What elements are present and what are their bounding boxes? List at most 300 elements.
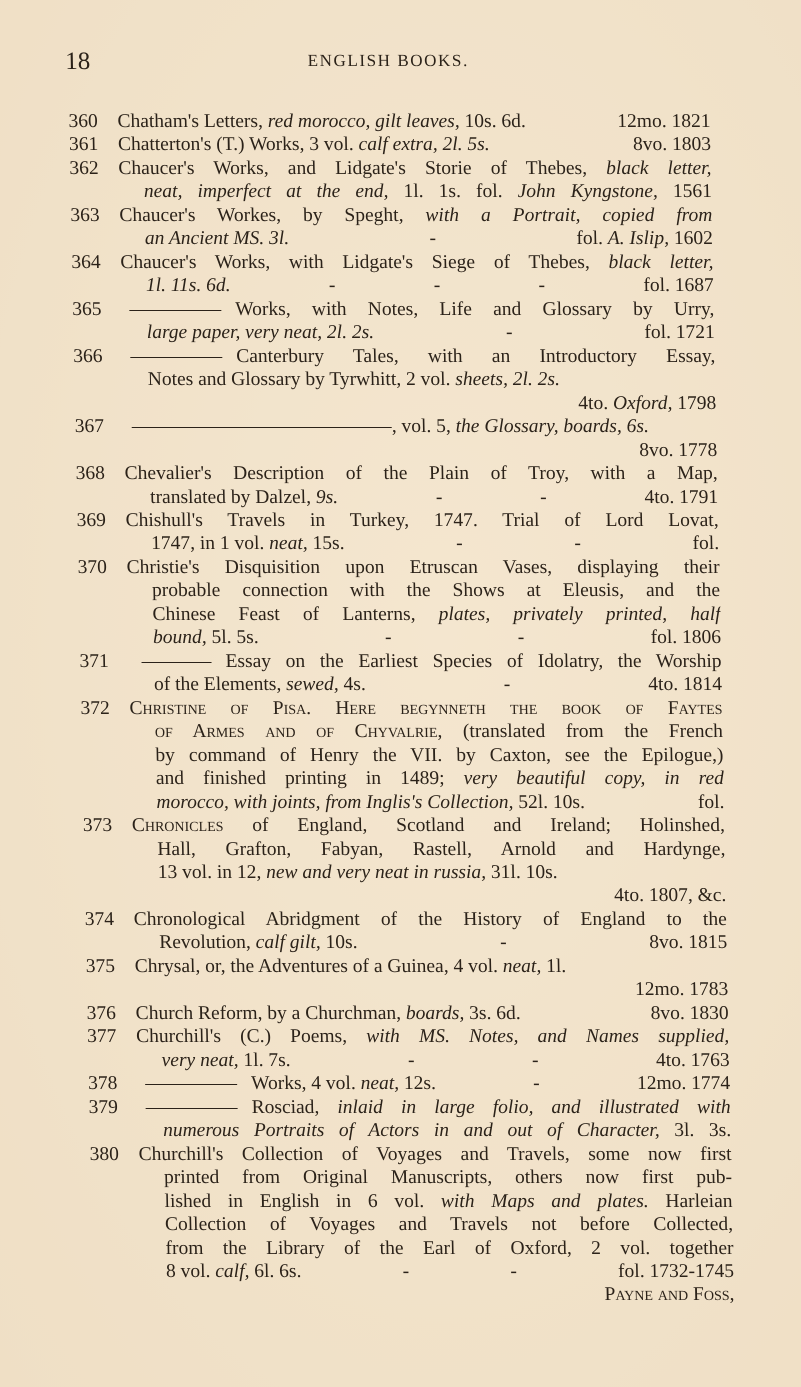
text-group <box>152 579 720 602</box>
text-group <box>148 368 561 391</box>
text-group <box>146 274 231 297</box>
entry-number: 372 <box>80 697 110 719</box>
text-group <box>698 791 725 814</box>
italic-run: red morocco, gilt leaves, <box>267 111 460 132</box>
text-group <box>125 509 718 532</box>
catalog-entry-line <box>87 1025 729 1048</box>
text-group <box>152 603 720 626</box>
text-group <box>129 697 722 720</box>
entry-number: 364 <box>71 251 101 273</box>
line-content <box>119 204 712 227</box>
italic-run: sewed, <box>285 674 339 696</box>
text-group <box>650 626 721 649</box>
text-run: - <box>433 275 441 297</box>
text-run: 15s. <box>307 533 345 555</box>
catalog-entry-line <box>69 157 711 180</box>
text-group <box>656 1049 730 1072</box>
entry-number: 378 <box>87 1073 118 1095</box>
text-run: fol. 1806 <box>650 627 722 649</box>
text-run: lished in English in 6 vol. <box>164 1190 442 1212</box>
text-run: by command of Henry the VII. by Caxton, see the Epilogue,) <box>155 744 724 766</box>
italic-run: bound, <box>152 627 207 649</box>
text-run: Hall, Grafton, Fabyan, Rastell, Arnold and Hardynge, <box>157 838 726 860</box>
text-group <box>648 673 722 696</box>
catalog-continuation-line <box>80 673 722 696</box>
text-group <box>639 439 717 462</box>
catalog-continuation-line <box>82 767 724 790</box>
entry-number: 368 <box>75 463 106 485</box>
text-run: Church Reform, by a Churchman, <box>135 1002 407 1024</box>
text-group <box>165 1237 733 1260</box>
text-run: 10s. 6d. <box>459 111 526 132</box>
leader-dash <box>456 532 463 555</box>
leader-dash <box>436 486 443 509</box>
entry-number: 363 <box>70 204 100 226</box>
text-group <box>251 1072 436 1095</box>
text-run: - <box>539 486 547 508</box>
catalog-entry-line <box>76 509 718 532</box>
text-run: 8vo. 1815 <box>649 932 728 954</box>
catalog-continuation-line <box>86 978 728 1001</box>
catalog-continuation-line <box>70 180 712 203</box>
text-group <box>164 1190 732 1213</box>
text-run: - <box>574 533 582 555</box>
page-number: 18 <box>64 48 91 75</box>
text-group <box>161 1049 290 1072</box>
catalog-continuation-line <box>87 1049 729 1072</box>
entry-number: 360 <box>68 111 98 132</box>
text-group <box>157 838 725 861</box>
catalog-continuation-line <box>74 392 716 415</box>
text-group <box>118 157 711 180</box>
leader-dash <box>574 532 581 555</box>
text-run: 4s. <box>338 674 366 696</box>
catalog-entry-line <box>68 110 710 133</box>
text-group <box>251 1096 730 1119</box>
text-group <box>163 1119 731 1142</box>
text-group <box>604 1283 734 1306</box>
catalog-continuation-line <box>78 603 720 626</box>
italic-run: John Kyngstone, <box>517 181 659 203</box>
italic-run: plates, privately printed, half <box>438 603 721 625</box>
catalog-entry-line <box>77 556 719 579</box>
line-content <box>166 1260 734 1283</box>
text-run: , vol. 5, <box>391 416 456 438</box>
italic-run: sheets, 2l. 2s. <box>455 369 561 391</box>
text-run: 4to. 1763 <box>655 1049 730 1071</box>
text-run: 1l. <box>540 955 567 977</box>
catalog-continuation-line <box>82 791 724 814</box>
line-content <box>163 1119 731 1142</box>
catalog-entry-line <box>79 650 721 673</box>
entry-number: 369 <box>76 509 107 531</box>
catalog-continuation-line <box>84 861 726 884</box>
text-run: 1602 <box>668 228 714 250</box>
catalog-entry-line <box>71 251 713 274</box>
text-run: - <box>517 627 525 649</box>
text-run: 1l. 1s. fol. <box>388 181 518 203</box>
text-run: 12mo. 1821 <box>617 111 711 132</box>
text-run: Chaucer's Works, and Lidgate's Storie of Thebes, <box>118 157 607 179</box>
text-run: - <box>531 1049 539 1071</box>
text-run: Chrysal, or, the Adventures of a Guinea, 4 vol. <box>134 955 503 977</box>
entry-number: 371 <box>79 650 109 672</box>
line-content <box>153 626 721 649</box>
italic-run: an Ancient MS. 3l. <box>144 228 290 250</box>
text-group <box>635 978 729 1001</box>
text-group <box>155 744 723 767</box>
italic-run: neat, <box>268 533 308 555</box>
leader-dash <box>510 1260 517 1283</box>
text-run: fol. <box>697 791 725 813</box>
catalog-continuation-line <box>79 626 721 649</box>
entry-number: 375 <box>85 955 116 977</box>
entry-number: 367 <box>74 416 105 438</box>
leader-dash <box>518 626 525 649</box>
line-content <box>151 532 719 555</box>
text-run: 12mo. 1783 <box>634 979 729 1001</box>
line-content <box>126 556 719 579</box>
ditto-dash <box>145 1084 237 1085</box>
text-run: fol. <box>576 228 608 250</box>
entry-number: 374 <box>84 908 115 930</box>
italic-run: calf, <box>215 1260 250 1282</box>
text-run: Canterbury Tales, with an Introductory Essay, <box>236 345 716 367</box>
italic-run: with MS. Notes, and Names supplied, <box>366 1026 730 1048</box>
leader-dash <box>506 321 513 344</box>
entry-number: 365 <box>72 298 102 320</box>
catalog-continuation-line <box>90 1166 732 1189</box>
catalog-continuation-line <box>76 486 718 509</box>
text-group <box>236 345 715 368</box>
catalog-entry-line <box>69 133 711 156</box>
line-content <box>145 227 713 250</box>
italic-run: black letter, <box>608 251 714 273</box>
catalog-continuation-line <box>72 274 714 297</box>
catalog-continuation-line <box>90 1190 732 1213</box>
text-run: - <box>532 1073 540 1095</box>
text-run: 8vo. 1830 <box>650 1002 729 1024</box>
line-content <box>147 321 715 344</box>
text-group <box>158 861 558 884</box>
catalog-entry-line <box>88 1096 730 1119</box>
text-run: - <box>429 228 437 250</box>
line-content <box>158 884 726 907</box>
small-caps-run: Chronicles <box>131 815 224 837</box>
text-group <box>644 486 718 509</box>
text-run: - <box>402 1260 410 1282</box>
leader-dash <box>533 1072 540 1095</box>
text-run: from the Library of the Earl of Oxford, 2 vol. together <box>165 1237 734 1259</box>
line-content <box>148 368 716 391</box>
italic-run: new and very neat in russia, <box>265 862 487 883</box>
text-group <box>166 1260 302 1283</box>
italic-run: calf extra, 2l. 5s. <box>358 134 490 156</box>
text-run: 3l. 3s. <box>659 1120 732 1142</box>
text-run: Chaucer's Workes, by Speght, <box>119 204 426 226</box>
italic-run: Oxford, <box>612 392 673 414</box>
italic-run: large paper, very neat, 2l. 2s. <box>146 322 375 344</box>
leader-dash <box>433 274 440 297</box>
leader-dash <box>429 227 436 250</box>
italic-run: 1l. 11s. 6d. <box>145 275 231 297</box>
entry-number: 361 <box>68 134 99 156</box>
catalog-continuation-line <box>89 1119 731 1142</box>
line-content <box>157 838 725 861</box>
line-content <box>149 439 717 462</box>
small-caps-run: Christine of Pisa. Here begynneth the book of Faytes <box>129 697 723 719</box>
text-run: Revolution, <box>159 932 256 954</box>
text-group <box>650 1002 728 1025</box>
italic-run: calf gilt, <box>255 932 321 954</box>
text-run: fol. 1732-1745 <box>617 1260 735 1282</box>
text-group <box>159 931 358 954</box>
text-run: 52l. 10s. <box>513 791 586 813</box>
line-content <box>156 791 724 814</box>
text-run: Works, with Notes, Life and Glossary by Urry, <box>235 298 715 320</box>
small-caps-run: Payne and Foss, <box>604 1284 735 1306</box>
leader-dash <box>500 931 507 954</box>
line-content <box>251 1096 730 1119</box>
line-content <box>135 955 728 978</box>
text-run: Notes and Glossary by Tyrwhitt, 2 vol. <box>147 369 456 391</box>
text-run: - <box>538 275 546 297</box>
text-run: Chatham's Letters, <box>117 111 268 132</box>
italic-run: 9s. <box>315 486 339 508</box>
line-content <box>164 1166 732 1189</box>
text-group <box>150 486 338 509</box>
ditto-dash <box>130 357 222 358</box>
text-group <box>156 767 724 790</box>
ditto-dash <box>142 662 212 663</box>
text-run: of the Elements, <box>153 674 287 696</box>
line-content <box>225 650 721 673</box>
text-run: fol. 1687 <box>643 275 715 297</box>
entry-number: 373 <box>82 815 113 837</box>
catalog-entry-line <box>73 345 715 368</box>
catalog-continuation-line <box>83 838 725 861</box>
text-group <box>145 227 290 250</box>
text-run: 5l. 5s. <box>206 627 259 649</box>
line-content <box>152 603 720 626</box>
text-group <box>120 251 713 274</box>
text-group <box>644 321 715 344</box>
catalog-continuation-line <box>81 720 723 743</box>
italic-run: A. Islip, <box>607 228 670 250</box>
entry-number: 370 <box>77 556 108 578</box>
line-content <box>124 462 717 485</box>
catalog-continuation-line <box>71 227 713 250</box>
text-group <box>151 532 345 555</box>
text-group <box>126 556 719 579</box>
entry-number: 366 <box>73 345 103 367</box>
line-content <box>117 110 710 133</box>
italic-run: with Maps and plates. <box>440 1190 649 1212</box>
text-group <box>134 908 727 931</box>
text-run: - <box>503 674 511 696</box>
entry-number: 377 <box>86 1026 117 1048</box>
catalog-entry-line <box>83 814 725 837</box>
catalog-entry-line <box>80 697 722 720</box>
italic-run: very neat, <box>161 1049 239 1071</box>
text-run: Collection of Voyages and Travels not before Collected, <box>164 1214 734 1236</box>
ditto-dash <box>129 310 221 311</box>
text-group <box>235 298 714 321</box>
text-run: Churchill's Collection of Voyages and Travels, some now first <box>138 1143 732 1165</box>
text-run: 4to. 1814 <box>648 674 723 696</box>
leader-dash <box>540 486 547 509</box>
text-run: Chronological Abridgment of the History of England to the <box>133 908 727 930</box>
text-run: Chatterton's (T.) Works, 3 vol. <box>117 134 359 156</box>
catalog-continuation-line <box>85 931 727 954</box>
line-content <box>155 720 723 743</box>
text-run: 1561 <box>657 181 713 203</box>
line-content <box>129 697 722 720</box>
text-run: 12mo. 1774 <box>636 1073 731 1095</box>
catalog-continuation-line <box>92 1260 734 1283</box>
catalog-continuation-line <box>91 1237 733 1260</box>
line-content <box>158 861 726 884</box>
leader-dash <box>385 626 392 649</box>
text-run: - <box>384 627 392 649</box>
text-run: fol. <box>692 533 720 555</box>
entry-number: 376 <box>86 1002 117 1024</box>
text-run: 6l. 6s. <box>249 1260 302 1282</box>
line-content <box>165 1213 733 1236</box>
entry-number: 380 <box>89 1143 120 1165</box>
line-content <box>152 579 720 602</box>
text-group <box>391 415 649 438</box>
line-content <box>135 1002 728 1025</box>
line-content <box>125 509 718 532</box>
text-run: 4to. 1791 <box>644 486 719 508</box>
line-content <box>118 157 711 180</box>
text-run: - <box>505 322 513 344</box>
italic-run: with a Portrait, copied from <box>425 204 713 226</box>
line-content <box>155 744 723 767</box>
catalog-continuation-line <box>78 579 720 602</box>
text-group <box>643 274 714 297</box>
italic-run: the Glossary, boards, 6s. <box>455 416 650 438</box>
leader-dash <box>532 1049 539 1072</box>
text-group <box>117 110 526 133</box>
line-content <box>165 1237 733 1260</box>
catalog-entries <box>68 110 734 1307</box>
text-run: - <box>435 486 443 508</box>
line-content <box>134 908 727 931</box>
text-run: 1798 <box>672 392 717 414</box>
text-run: Rosciad, <box>251 1096 338 1118</box>
line-content <box>154 673 722 696</box>
line-content <box>156 767 724 790</box>
text-group <box>135 1002 520 1025</box>
text-group <box>614 884 727 907</box>
italic-run: inlaid in large folio, and illustrated with <box>337 1096 731 1118</box>
line-content <box>166 1283 734 1306</box>
line-content <box>251 1072 730 1095</box>
text-run: 4to. <box>578 392 614 414</box>
italic-run: black letter, <box>605 157 712 179</box>
text-group <box>576 227 713 250</box>
italic-run: neat, <box>502 955 542 977</box>
line-content <box>235 298 714 321</box>
catalog-continuation-line <box>92 1283 734 1306</box>
entry-number: 379 <box>88 1096 119 1118</box>
catalog-entry-line <box>89 1143 731 1166</box>
text-run: Christie's Disquisition upon Etruscan Vases, displaying their <box>126 556 720 578</box>
text-run: - <box>455 533 463 555</box>
text-group <box>618 1260 734 1283</box>
line-content <box>159 931 727 954</box>
line-content <box>144 180 712 203</box>
leader-dash <box>504 673 511 696</box>
line-content <box>118 133 711 156</box>
text-run: Chevalier's Description of the Plain of Troy, with a Map, <box>124 463 718 485</box>
text-run: 3s. 6d. <box>464 1002 521 1024</box>
catalog-entry-line <box>86 1002 728 1025</box>
line-content <box>160 978 728 1001</box>
text-group <box>578 392 716 415</box>
line-content <box>164 1190 732 1213</box>
text-run: - <box>328 275 336 297</box>
text-group <box>617 110 711 133</box>
line-content <box>120 251 713 274</box>
text-group <box>692 532 719 555</box>
catalog-continuation-line <box>84 884 726 907</box>
text-group <box>138 1143 731 1166</box>
text-run: - <box>407 1049 415 1071</box>
text-group <box>649 931 727 954</box>
catalog-continuation-line <box>75 439 717 462</box>
text-run: 31l. 10s. <box>485 862 558 883</box>
text-run: Harleian <box>648 1190 733 1212</box>
italic-run: neat, imperfect at the end, <box>143 181 389 203</box>
catalog-entry-line <box>88 1072 730 1095</box>
leader-dash <box>329 274 336 297</box>
line-content <box>146 274 714 297</box>
catalog-continuation-line <box>74 368 716 391</box>
text-group <box>164 1166 732 1189</box>
text-run: 4to. 1807, &c. <box>613 885 727 907</box>
running-title: ENGLISH BOOKS. <box>307 51 470 70</box>
text-group <box>144 180 712 203</box>
catalog-continuation-line <box>81 744 723 767</box>
text-run: (translated from the French <box>442 721 724 743</box>
leader-dash <box>408 1049 415 1072</box>
leader-dash <box>402 1260 409 1283</box>
catalog-continuation-line <box>91 1213 733 1236</box>
catalog-entry-line <box>70 204 712 227</box>
catalog-entry-line <box>85 908 727 931</box>
text-group <box>154 673 366 696</box>
catalog-entry-line <box>75 462 717 485</box>
text-run: Essay on the Earliest Species of Idolatry, the Worship <box>225 650 722 672</box>
text-run: Chaucer's Works, with Lidgate's Siege of Thebes, <box>120 251 609 273</box>
text-run: 1747, in 1 vol. <box>150 533 270 555</box>
ditto-dash <box>132 427 392 428</box>
text-run: 8 vol. <box>165 1260 216 1282</box>
catalog-entry-line <box>86 955 728 978</box>
text-run: and finished printing in 1489; <box>155 768 464 790</box>
line-content <box>161 1049 729 1072</box>
text-group <box>225 650 721 673</box>
text-run: printed from Original Manuscripts, others now first pub- <box>163 1167 733 1189</box>
text-group <box>118 133 490 156</box>
text-group <box>135 955 567 978</box>
ditto-dash <box>146 1108 238 1109</box>
text-run: Chishull's Travels in Turkey, 1747. Trial of Lord Lovat, <box>125 509 719 531</box>
text-run: 12s. <box>398 1073 437 1095</box>
